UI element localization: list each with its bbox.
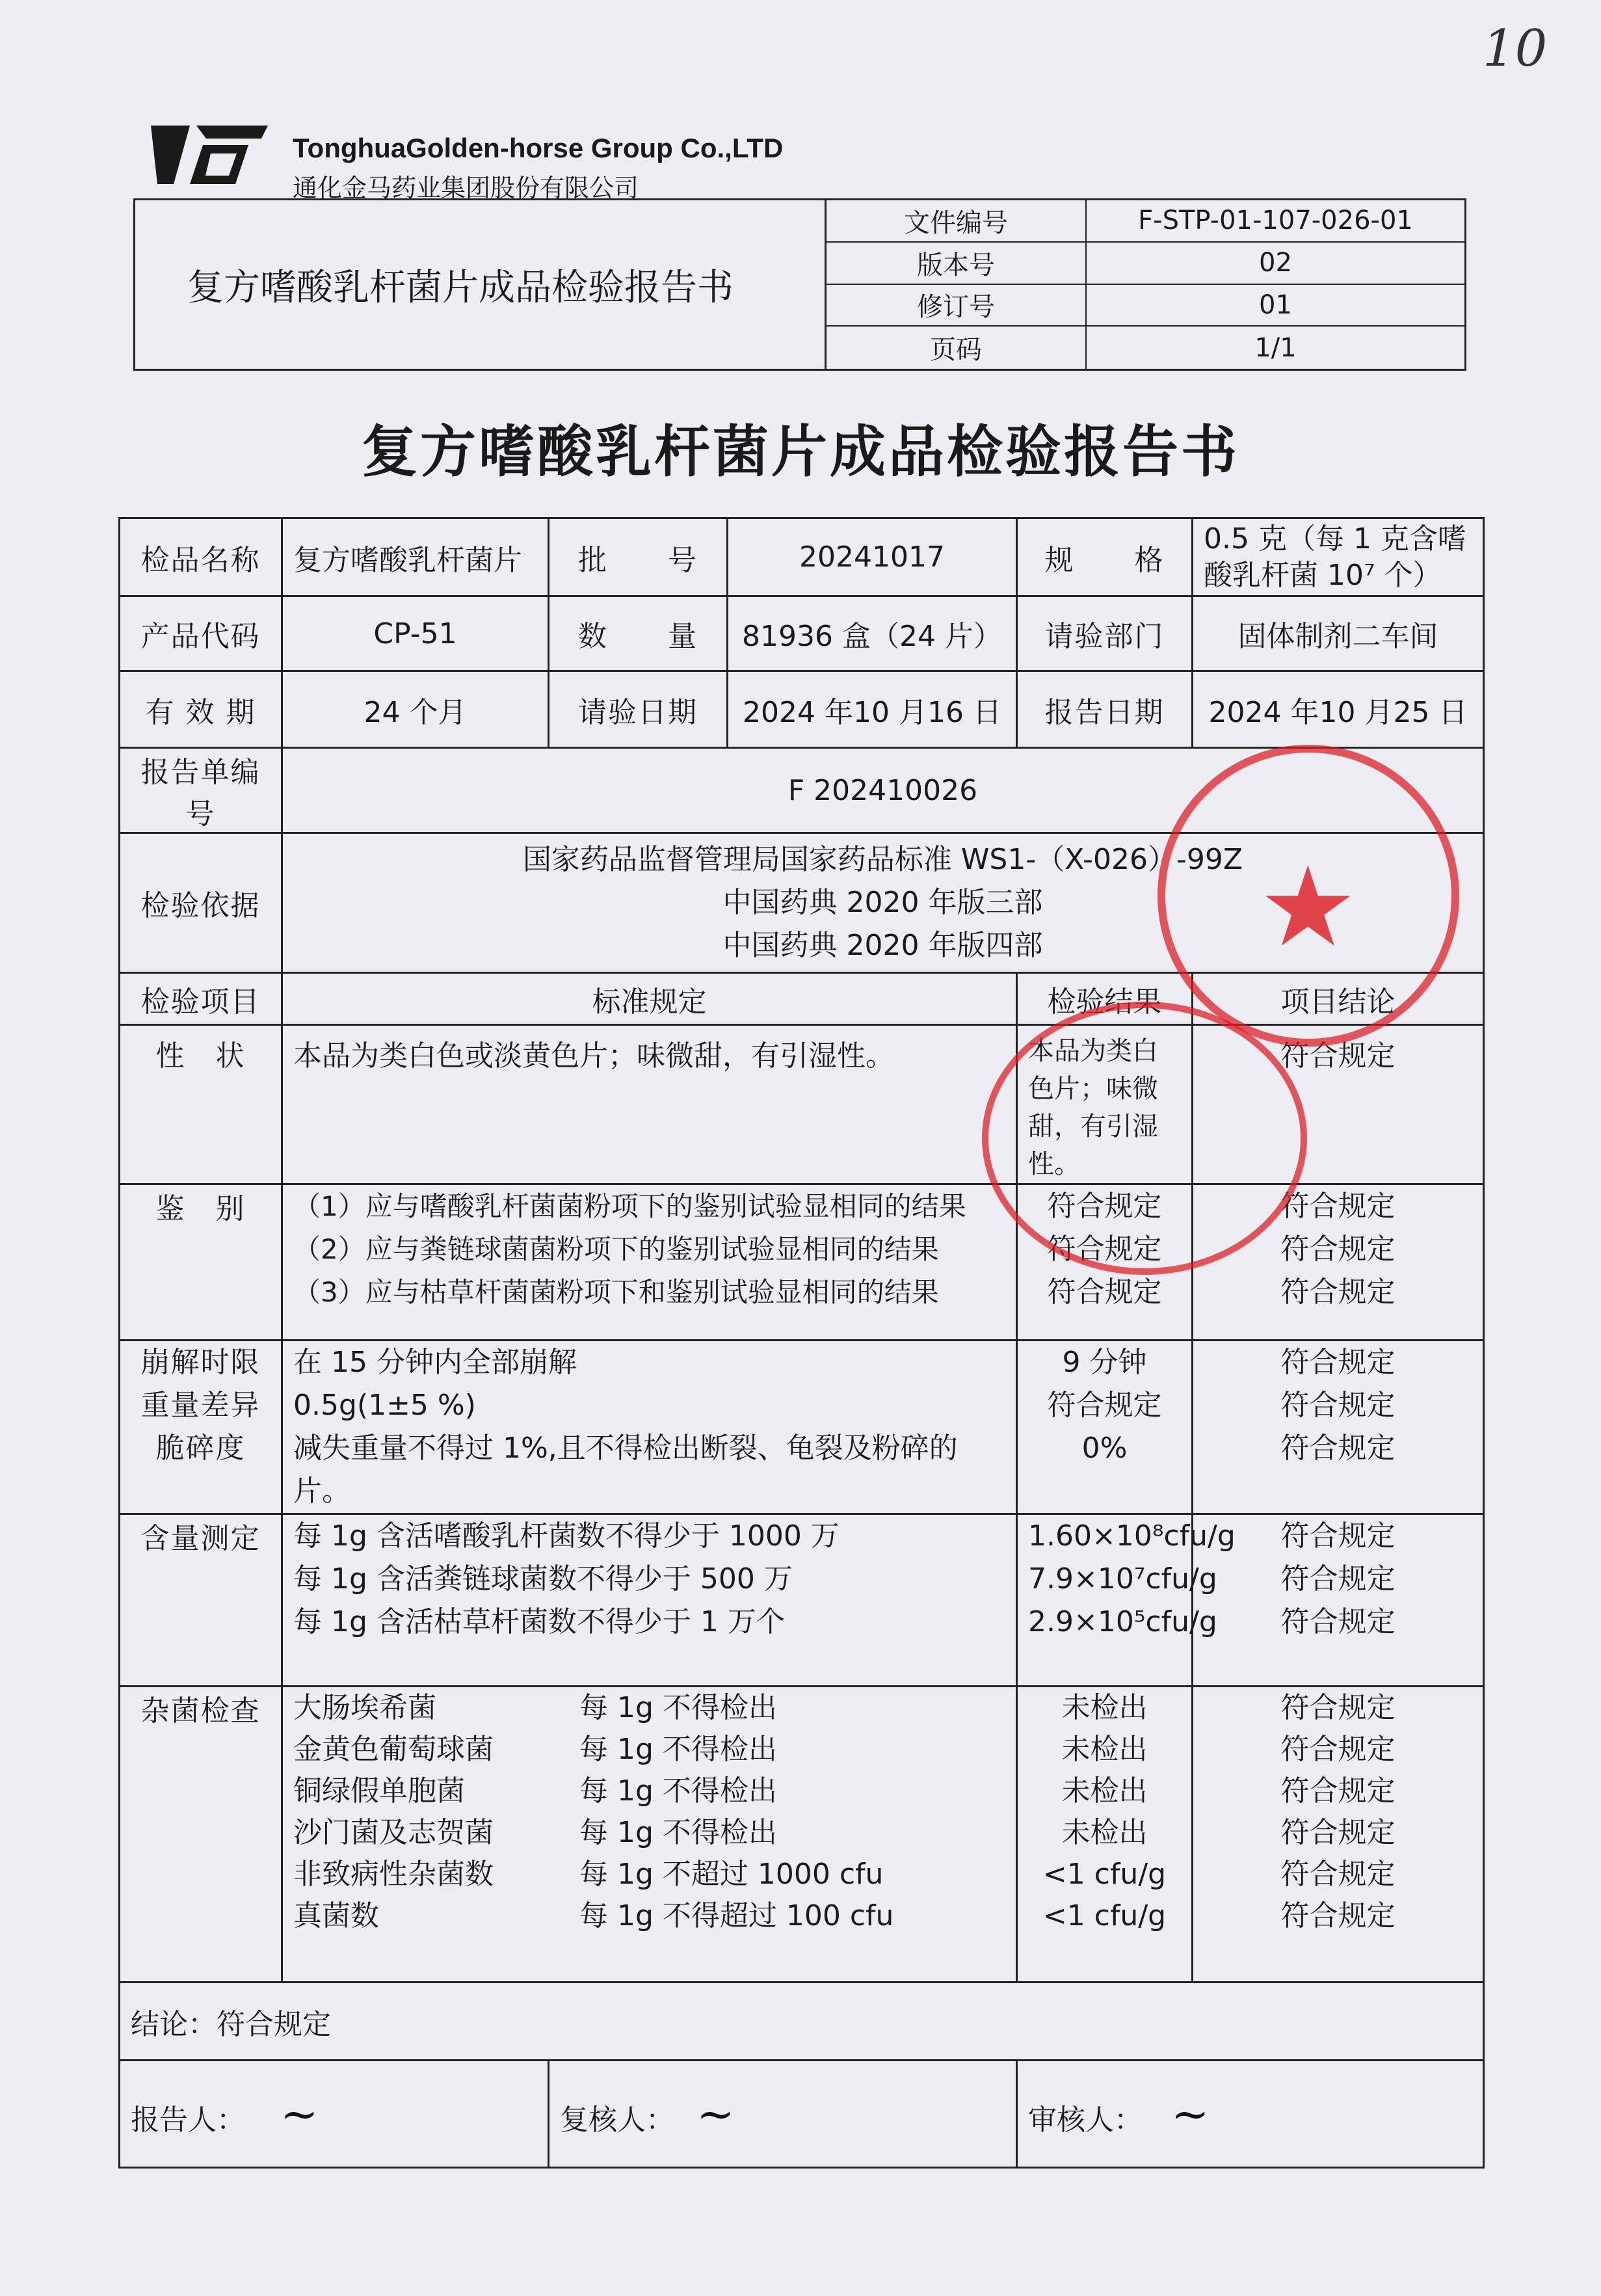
result-line: <1 cfu/g — [1042, 1858, 1167, 1891]
organism: 大肠埃希菌 — [293, 1691, 436, 1724]
doc-title: 复方嗜酸乳杆菌片成品检验报告书 — [187, 267, 734, 309]
item-appearance: 性 状 — [120, 1025, 282, 1184]
limit: 每 1g 不得检出 — [579, 1774, 777, 1808]
auditor-signature: ~ — [1171, 2087, 1210, 2141]
product-code: CP-51 — [282, 596, 549, 671]
item-disintegration: 崩解时限 — [140, 1346, 261, 1379]
request-date-label: 请验日期 — [549, 671, 728, 748]
result-line: 符合规定 — [1047, 1275, 1162, 1309]
conclusion-line: 符合规定 — [1280, 1389, 1396, 1422]
standard-line: 在 15 分钟内全部崩解 — [293, 1346, 577, 1379]
result-line: 9 分钟 — [1062, 1346, 1147, 1379]
item-identification: 鉴 别 — [120, 1184, 282, 1341]
revision-value: 01 — [1087, 285, 1464, 327]
basis-label: 检验依据 — [120, 833, 282, 973]
version-value: 02 — [1087, 243, 1464, 285]
standard-line: （3）应与枯草杆菌菌粉项下和鉴别试验显相同的结果 — [293, 1276, 939, 1308]
standard-line: （2）应与粪链球菌菌粉项下的鉴别试验显相同的结果 — [293, 1233, 939, 1265]
report-number: F 202410026 — [282, 748, 1484, 833]
document-control-box — [133, 198, 1466, 371]
conclusion-line: 符合规定 — [1280, 1190, 1396, 1223]
basis-line: 中国药典 2020 年版三部 — [722, 886, 1043, 919]
reporter-label: 报告人： — [131, 2103, 245, 2137]
validity-label: 有 效 期 — [120, 671, 282, 748]
result-line: 未检出 — [1061, 1774, 1148, 1808]
spec-label: 规 格 — [1017, 518, 1193, 596]
conclusion-line: 符合规定 — [1280, 1605, 1396, 1638]
final-conclusion: 结论：符合规定 — [120, 1982, 1484, 2061]
organism: 金黄色葡萄球菌 — [293, 1733, 494, 1766]
company-logo — [151, 122, 268, 187]
standard-line: 0.5g(1±5 %) — [293, 1389, 476, 1422]
limit: 每 1g 不得检出 — [579, 1733, 777, 1766]
result-line: 未检出 — [1061, 1691, 1148, 1724]
conclusion-line: 符合规定 — [1280, 1519, 1396, 1553]
standard-line: （1）应与嗜酸乳杆菌菌粉项下的鉴别试验显相同的结果 — [293, 1190, 966, 1222]
result-line: 2.9×10⁵cfu/g — [1028, 1605, 1217, 1638]
validity: 24 个月 — [282, 671, 549, 748]
item-weight-variation: 重量差异 — [140, 1389, 261, 1422]
standard-line: 减失重量不得过 1%,且不得检出断裂、龟裂及粉碎的片。 — [293, 1432, 958, 1508]
item-assay: 含量测定 — [120, 1514, 282, 1687]
organism: 真菌数 — [293, 1899, 379, 1932]
conclusion-line: 符合规定 — [1280, 1346, 1396, 1379]
limit: 每 1g 不得检出 — [579, 1691, 777, 1724]
standard-appearance: 本品为类白色或淡黄色片；味微甜，有引湿性。 — [282, 1025, 1017, 1184]
product-name-label: 检品名称 — [120, 518, 282, 596]
conclusion-line: 符合规定 — [1280, 1858, 1396, 1891]
result-line: 7.9×10⁷cfu/g — [1028, 1562, 1217, 1595]
col-header-conclusion: 项目结论 — [1193, 973, 1484, 1025]
seal-star-icon: ★ — [1258, 843, 1358, 972]
reviewer-signature: ~ — [696, 2087, 735, 2141]
doc-number-label: 文件编号 — [827, 200, 1087, 243]
request-date: 2024 年10 月16 日 — [728, 671, 1017, 748]
department-label: 请验部门 — [1017, 596, 1193, 671]
revision-label: 修订号 — [827, 285, 1087, 327]
conclusion-line: 符合规定 — [1280, 1275, 1396, 1309]
basis-line: 中国药典 2020 年版四部 — [722, 929, 1043, 962]
standard-line: 每 1g 含活粪链球菌数不得少于 500 万 — [293, 1562, 793, 1595]
result-line: 未检出 — [1061, 1733, 1148, 1766]
col-header-item: 检验项目 — [120, 973, 282, 1025]
quality-dept-seal — [982, 1002, 1307, 1275]
conclusion-line: 符合规定 — [1280, 1899, 1396, 1932]
col-header-standard: 标准规定 — [282, 973, 1017, 1025]
company-name-cn: 通化金马药业集团股份有限公司 — [293, 174, 639, 202]
product-name: 复方嗜酸乳杆菌片 — [282, 518, 549, 596]
quantity-label: 数 量 — [549, 596, 728, 671]
reporter-signature: ~ — [280, 2087, 319, 2141]
conclusion-line: 符合规定 — [1280, 1432, 1396, 1465]
organism: 沙门菌及志贺菌 — [293, 1816, 494, 1849]
result-appearance: 本品为类白色片；味微甜，有引湿性。 — [1017, 1025, 1193, 1184]
conclusion-line: 符合规定 — [1280, 1691, 1396, 1724]
limit: 每 1g 不超过 1000 cfu — [579, 1858, 884, 1891]
conclusion-line: 符合规定 — [1280, 1562, 1396, 1595]
conclusion-line: 符合规定 — [1280, 1816, 1396, 1849]
result-line: 符合规定 — [1047, 1190, 1162, 1223]
page-title: 复方嗜酸乳杆菌片成品检验报告书 — [362, 420, 1239, 485]
auditor-label: 审核人： — [1028, 2103, 1143, 2137]
report-date-label: 报告日期 — [1017, 671, 1193, 748]
conclusion-line: 符合规定 — [1280, 1733, 1396, 1766]
company-name-en: TonghuaGolden-horse Group Co.,LTD — [293, 133, 784, 163]
result-line: <1 cfu/g — [1042, 1899, 1167, 1932]
version-label: 版本号 — [827, 243, 1087, 285]
result-line: 符合规定 — [1047, 1233, 1162, 1266]
batch-label: 批 号 — [549, 518, 728, 596]
page-number: 10 — [1483, 20, 1548, 78]
organism: 铜绿假单胞菌 — [293, 1774, 465, 1808]
result-line: 符合规定 — [1047, 1389, 1162, 1422]
specification: 0.5 克（每 1 克含嗜酸乳杆菌 10⁷ 个） — [1193, 518, 1484, 596]
basis-line: 国家药品监督管理局国家药品标准 WS1-（X-026）-99Z — [522, 843, 1243, 876]
reviewer-label: 复核人： — [560, 2103, 674, 2137]
quantity: 81936 盒（24 片） — [728, 596, 1017, 671]
conclusion-appearance: 符合规定 — [1193, 1025, 1484, 1184]
product-code-label: 产品代码 — [120, 596, 282, 671]
batch-number: 20241017 — [728, 518, 1017, 596]
conclusion-line: 符合规定 — [1280, 1774, 1396, 1808]
report-no-label: 报告单编号 — [120, 748, 282, 833]
result-line: 1.60×10⁸cfu/g — [1028, 1519, 1236, 1553]
standard-line: 每 1g 含活嗜酸乳杆菌数不得少于 1000 万 — [293, 1519, 840, 1553]
item-microbial: 杂菌检查 — [120, 1687, 282, 1982]
conclusion-line: 符合规定 — [1280, 1233, 1396, 1266]
result-line: 未检出 — [1061, 1816, 1148, 1849]
item-friability: 脆碎度 — [155, 1432, 246, 1465]
limit: 每 1g 不得超过 100 cfu — [579, 1899, 894, 1932]
result-line: 0% — [1081, 1432, 1128, 1465]
page-value: 1/1 — [1254, 332, 1297, 363]
page-label: 页码 — [827, 327, 1087, 369]
doc-number-value: F-STP-01-107-026-01 — [1087, 200, 1464, 243]
report-date: 2024 年10 月25 日 — [1193, 671, 1484, 748]
organism: 非致病性杂菌数 — [293, 1858, 494, 1891]
limit: 每 1g 不得检出 — [579, 1816, 777, 1849]
col-header-result: 检验结果 — [1017, 973, 1193, 1025]
standard-line: 每 1g 含活枯草杆菌数不得少于 1 万个 — [293, 1605, 785, 1638]
department: 固体制剂二车间 — [1193, 596, 1484, 671]
